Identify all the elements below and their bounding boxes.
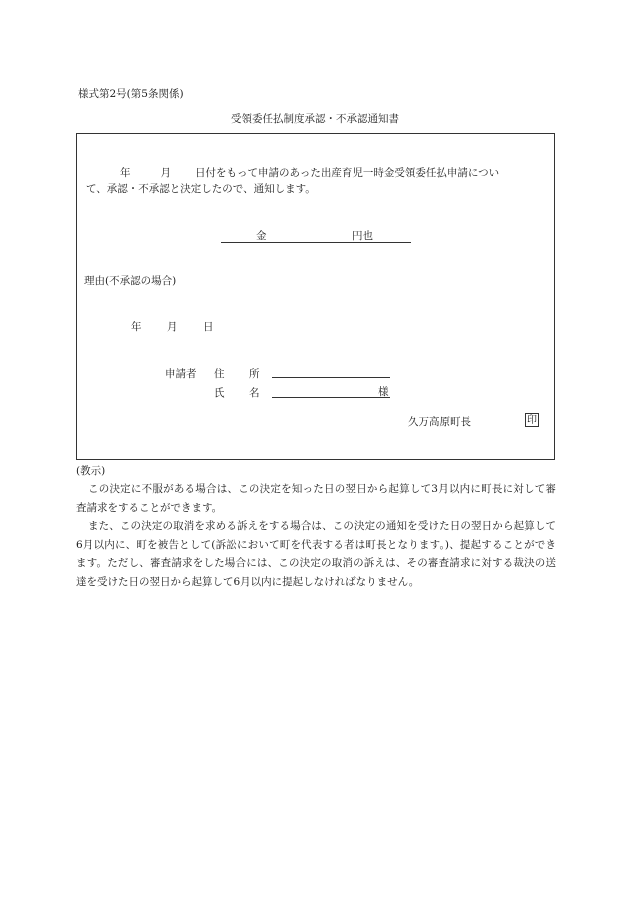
seal-stamp: 印 bbox=[527, 415, 537, 426]
mayor-title: 久万高原町長 bbox=[408, 416, 471, 428]
form-number: 様式第2号(第5条関係) bbox=[78, 88, 184, 100]
date-year-label: 年 bbox=[131, 321, 142, 333]
notice-line-1 bbox=[120, 165, 499, 180]
sama-suffix: 様 bbox=[378, 386, 389, 398]
reason-label: 理由(不承認の場合) bbox=[84, 275, 177, 287]
document-title-text: 受領委任払制度承認・不承認通知書 bbox=[231, 113, 399, 125]
name-label-2: 名 bbox=[249, 387, 260, 399]
notice-line-2: て、承認・不承認と決定したので、通知します。 bbox=[86, 183, 316, 195]
amount-underline bbox=[221, 228, 411, 243]
notice-line-1-text: 日付をもって申請のあった出産育児一時金受領委任払申請につい bbox=[195, 167, 500, 179]
name-label-1: 氏 bbox=[214, 387, 225, 399]
instruction-title: (教示) bbox=[76, 465, 106, 477]
document-title bbox=[0, 111, 630, 126]
amount-kin-label: 金 bbox=[256, 230, 267, 242]
notice-year-label: 年 bbox=[120, 167, 131, 179]
amount-yen-label: 円也 bbox=[352, 230, 373, 242]
notice-month-label: 月 bbox=[160, 167, 171, 179]
instruction-paragraph-1: この決定に不服がある場合は、この決定を知った日の翌日から起算して3月以内に町長に対して審査請求をすることができます。 bbox=[76, 483, 556, 514]
date-month-label: 月 bbox=[167, 321, 178, 333]
date-day-label: 日 bbox=[203, 321, 214, 333]
applicant-label: 申請者 bbox=[165, 368, 197, 380]
name-field[interactable] bbox=[272, 384, 390, 398]
address-field[interactable] bbox=[272, 364, 390, 378]
address-label-1: 住 bbox=[214, 368, 225, 380]
address-label-2: 所 bbox=[249, 368, 260, 380]
instruction-paragraph-2: また、この決定の取消を求める訴えをする場合は、この決定の通知を受けた日の翌日から起算して6月以内に、町を被告として(訴訟において町を代表する者は町長となります。)、提起することができます。ただし、審査請求をした場合には、この決定の取消の訴えは、その審査請求に対する裁決の送達を受けた日の翌日から起算して6月以内に提起しなければなりません。 bbox=[76, 520, 557, 588]
